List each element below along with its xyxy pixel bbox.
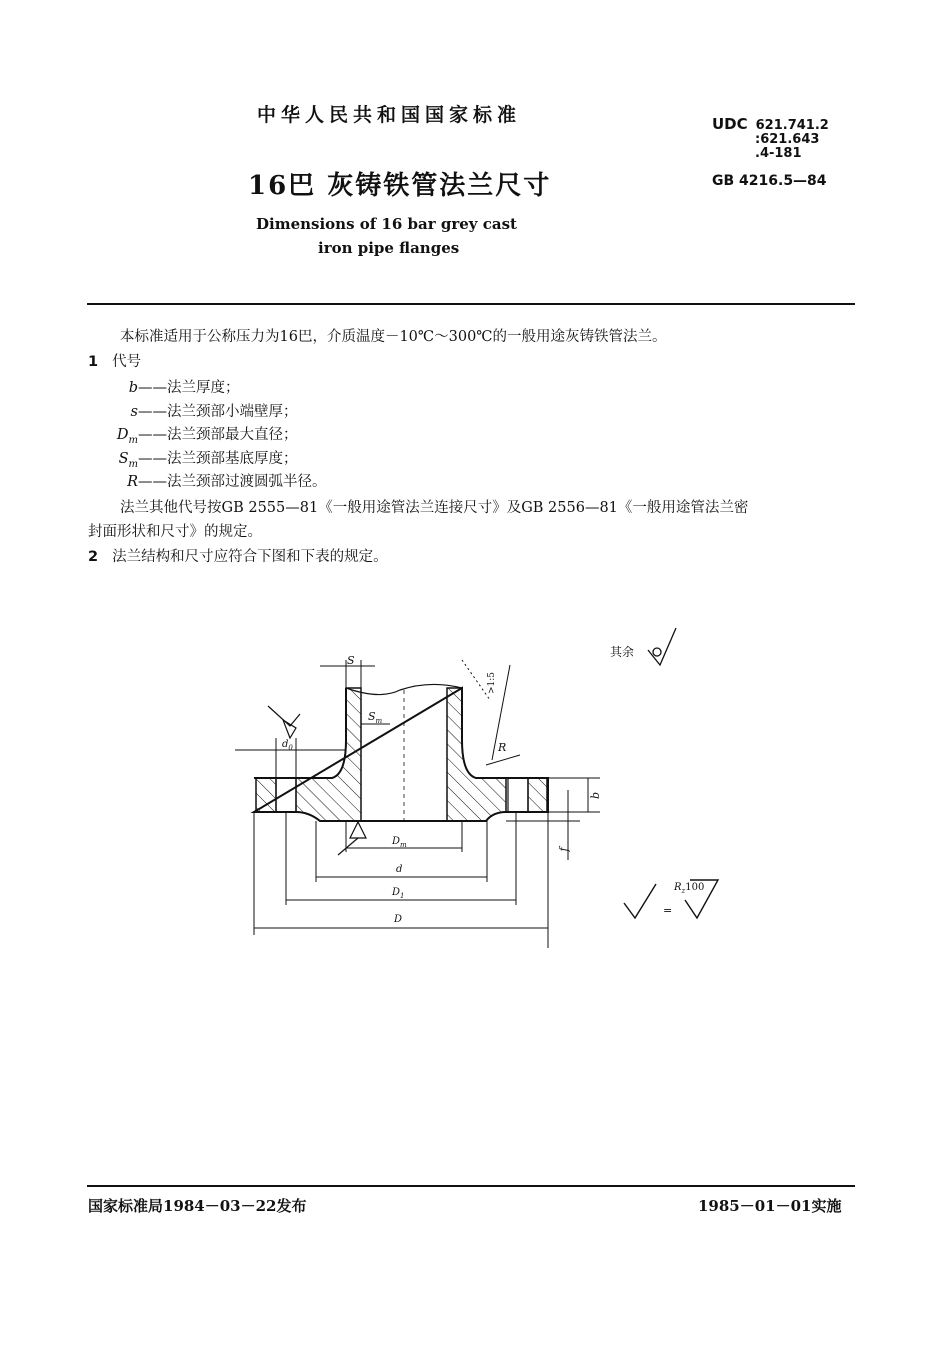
udc-line-3: .4-181: [755, 146, 802, 161]
label-dm: $D_m$: [392, 836, 407, 849]
definition-text: ——法兰厚度；: [138, 380, 240, 396]
legend-equals: =: [663, 904, 673, 917]
definition-text: ——法兰颈部基底厚度；: [138, 450, 298, 467]
section-1-title: 代号: [112, 354, 142, 370]
other-symbols-line-1: 法兰其他代号按GB 2555—81《一般用途管法兰连接尺寸》及GB 2556—81《一般用途管法兰密: [120, 500, 749, 516]
effective-date: 1985－01－01实施: [698, 1197, 842, 1215]
intro-paragraph: 本标准适用于公称压力为16巴，介质温度－10℃～300℃的一般用途灰铸铁管法兰。: [120, 329, 667, 345]
udc-line-2: :621.643: [755, 132, 820, 147]
other-symbols-line-2: 封面形状和尺寸》的规定。: [88, 524, 262, 540]
label-taper: >1:5: [487, 671, 497, 694]
roughness-rest-label: 其余: [610, 645, 635, 659]
section-1-number: 1: [88, 354, 99, 370]
definition-text: ——法兰颈部最大直径；: [138, 427, 298, 443]
standard-type: 中华人民共和国国家标准: [257, 104, 522, 126]
definition-text: ——法兰颈部过渡圆弧半径。: [138, 474, 327, 490]
label-r: R: [498, 741, 507, 754]
legend-rz-label: $R_z100$: [674, 882, 705, 895]
definition-text: ——法兰颈部小端壁厚；: [138, 403, 298, 420]
page-title: 16巴 灰铸铁管法兰尺寸: [248, 171, 552, 201]
udc-line-1: 621.741.2: [755, 118, 829, 133]
label-sm: $S_m$: [368, 710, 383, 726]
roughness-rest-icon: [648, 628, 676, 665]
definition-symbol: $D_m$: [116, 427, 138, 446]
label-f: f: [557, 847, 571, 852]
definition-symbol: R: [127, 474, 138, 490]
label-big-d: D: [394, 914, 403, 925]
label-d1: $D_1$: [392, 887, 405, 900]
gb-number: GB 4216.5—84: [712, 173, 827, 189]
definition-symbol: b: [128, 380, 138, 396]
english-title-line-2: iron pipe flanges: [318, 239, 460, 257]
section-2-text: 法兰结构和尺寸应符合下图和下表的规定。: [112, 549, 388, 565]
definition-symbol: s: [130, 403, 138, 420]
label-s: S: [347, 654, 355, 667]
issued-date: 国家标准局1984－03－22发布: [88, 1197, 307, 1215]
label-d: d: [396, 864, 403, 875]
label-b: b: [589, 791, 603, 800]
udc-label: UDC: [712, 115, 748, 133]
label-d0: $d_0$: [282, 739, 293, 752]
definition-symbol: $S_m$: [118, 450, 138, 470]
english-title-line-1: Dimensions of 16 bar grey cast: [256, 215, 517, 233]
section-2-number: 2: [88, 549, 99, 565]
footer-rule: [87, 1185, 855, 1187]
